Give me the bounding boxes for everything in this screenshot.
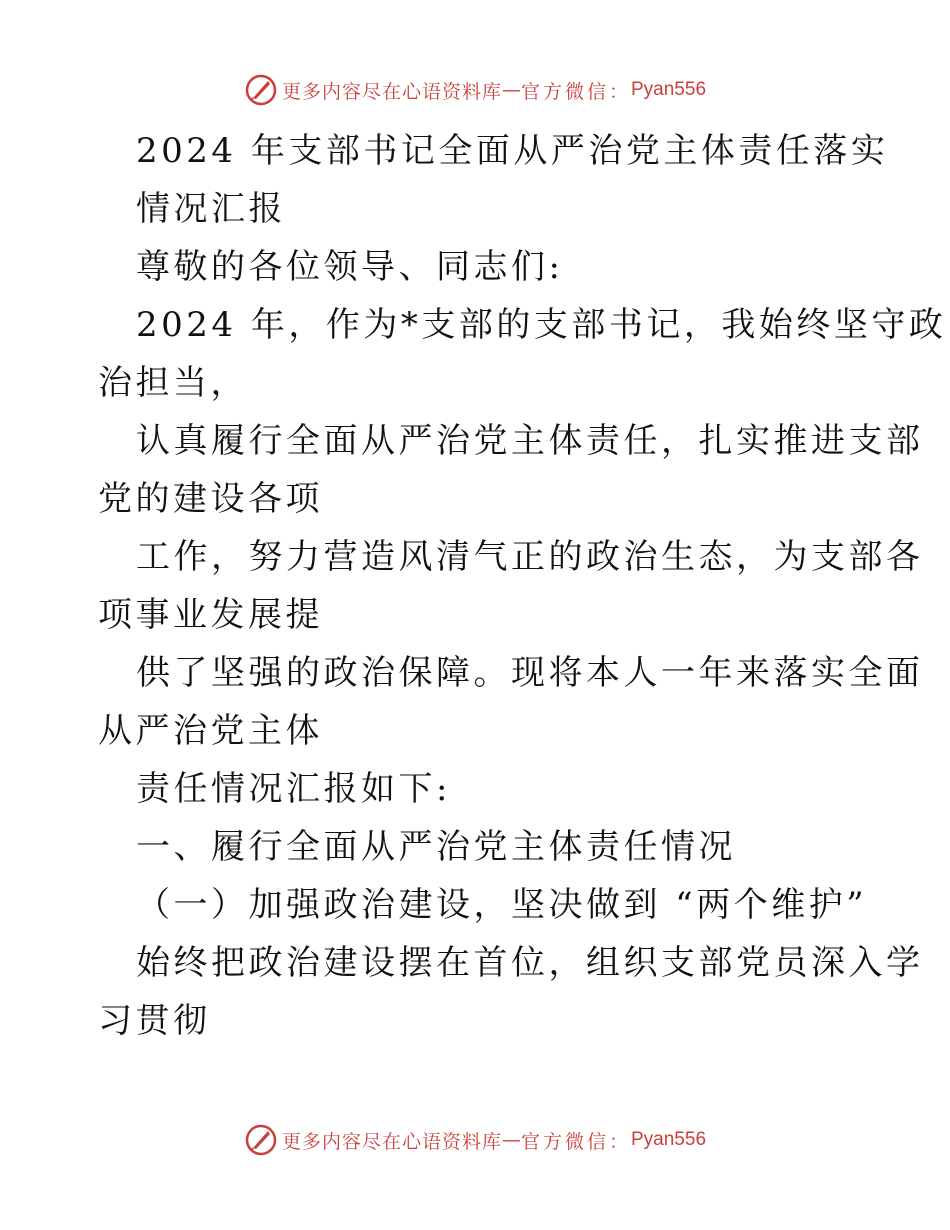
doc-line: 项事业发展提 — [98, 595, 323, 635]
header-watermark — [0, 70, 950, 110]
footer-watermark — [0, 1120, 950, 1160]
watermark-dash: — — [501, 79, 521, 101]
doc-line: 一、履行全面从严治党主体责任情况 — [136, 827, 736, 867]
watermark-sub-text: 官方微信： — [520, 80, 631, 103]
doc-line: 责任情况汇报如下: — [136, 769, 451, 809]
doc-line: 尊敬的各位领导、同志们: — [136, 247, 564, 287]
watermark-sub-text: 官方微信： — [520, 1130, 631, 1153]
doc-line: 2024 年，作为*支部的支部书记，我始终坚守政 — [136, 305, 947, 345]
doc-line: 工作，努力营造风清气正的政治生态，为支部各 — [136, 537, 924, 577]
watermark-id: Pyan556 — [631, 1129, 707, 1150]
watermark-main-text: 更多内容尽在心语资料库 — [281, 80, 502, 103]
watermark-dash: — — [501, 1129, 521, 1151]
quill-logo-icon — [244, 73, 278, 107]
document-body — [98, 122, 947, 1050]
doc-line: 情况汇报 — [136, 189, 286, 229]
doc-line: 始终把政治建设摆在首位，组织支部党员深入学 — [136, 943, 924, 983]
doc-line: 2024 年支部书记全面从严治党主体责任落实 — [136, 131, 889, 171]
watermark-id: Pyan556 — [631, 79, 707, 100]
doc-line: 习贯彻 — [98, 1001, 211, 1041]
doc-line: 供了坚强的政治保障。现将本人一年来落实全面 — [136, 653, 924, 693]
doc-line: （一）加强政治建设，坚决做到 “两个维护” — [136, 885, 868, 925]
doc-line: 治担当， — [98, 363, 248, 403]
watermark-main-text: 更多内容尽在心语资料库 — [281, 1130, 502, 1153]
doc-line: 从严治党主体 — [98, 711, 323, 751]
quill-logo-icon — [244, 1123, 278, 1157]
doc-line: 认真履行全面从严治党主体责任，扎实推进支部 — [136, 421, 924, 461]
doc-line: 党的建设各项 — [98, 479, 323, 519]
